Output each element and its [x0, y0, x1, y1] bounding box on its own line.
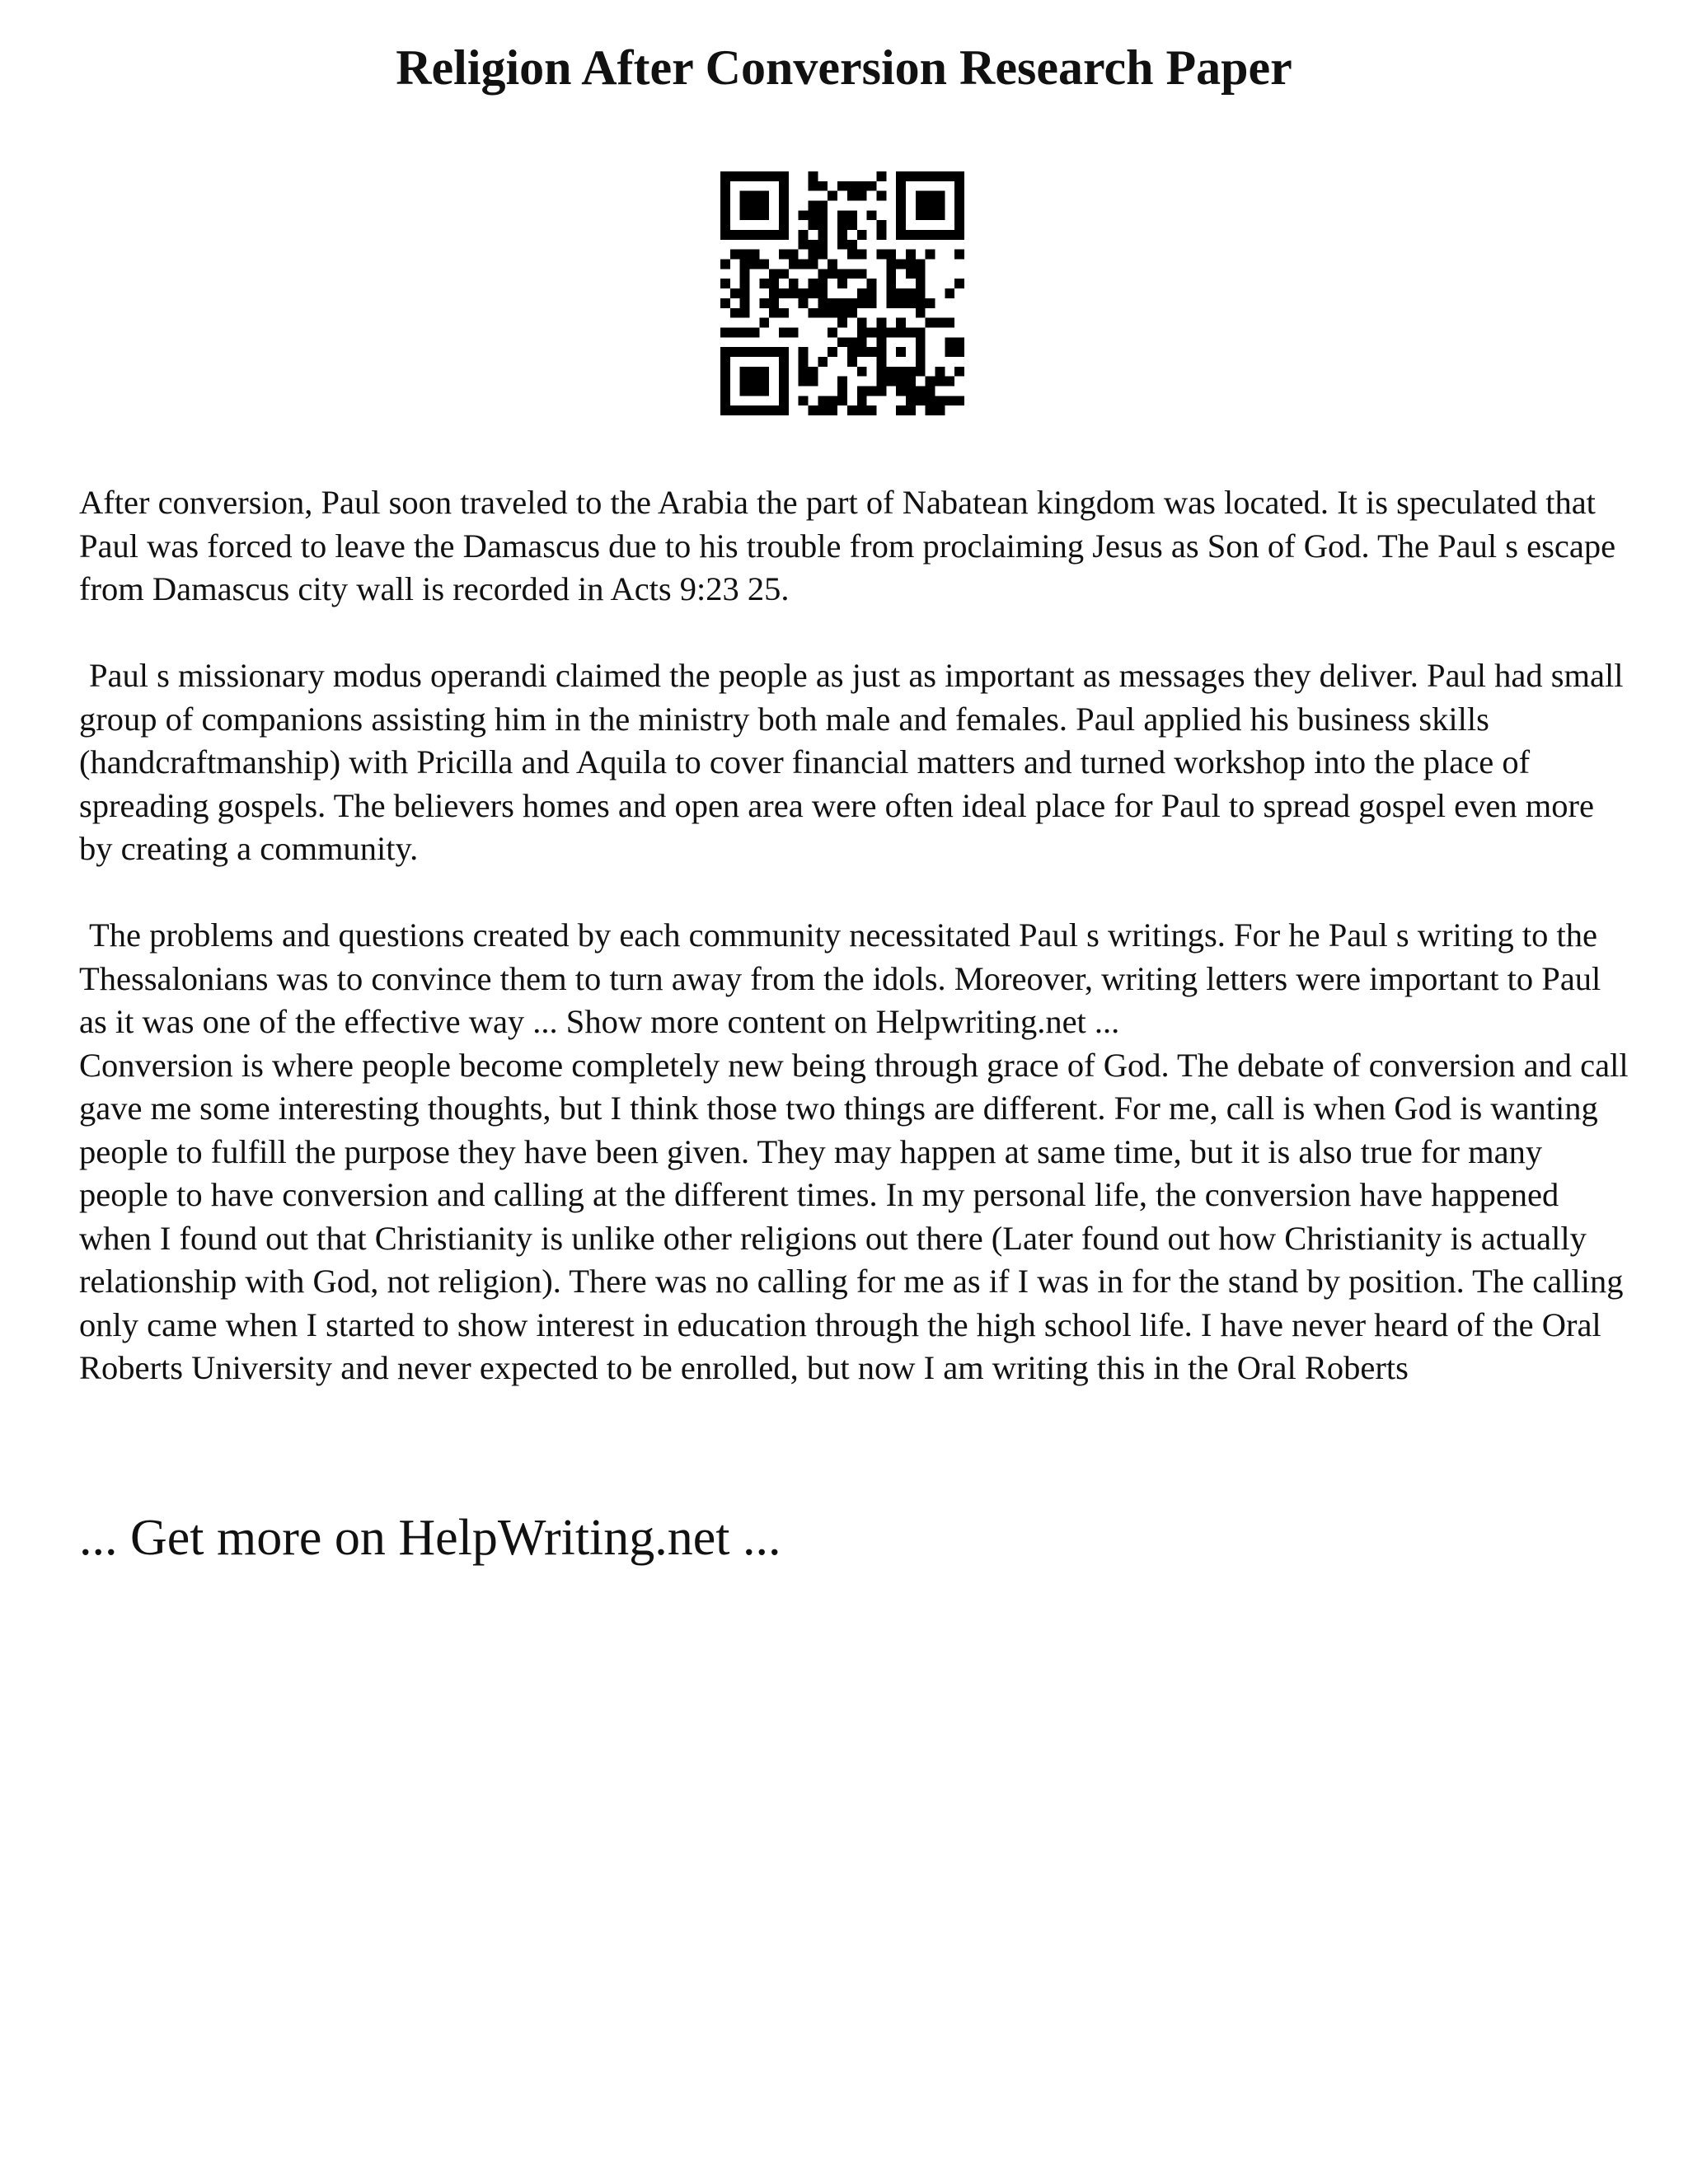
paragraph-1: After conversion, Paul soon traveled to the Arabia the part of Nabatean kingdom was located. It is speculated that Paul was forced to leave the Damascus due to his trouble from proclaiming Jesus as Son of God. The Paul s escape from Damascus city wall is recorded in Acts 9:23 25. [79, 484, 1616, 607]
paragraph-3 [79, 914, 1629, 1044]
paragraph-2-text: Paul s missionary modus operandi claimed the people as just as important as messages they deliver. Paul had small group of companions assisting him in the ministry both male and females. Paul applied his business skills (handcraftmanship) with Pricilla and Aquila to cover financial matters and turned workshop into the place of spreading gospels. The believers homes and open area were often ideal place for Paul to spread gospel even more by creating a community. [79, 657, 1624, 867]
get-more-link[interactable]: ... Get more on HelpWriting.net ... [79, 1510, 781, 1566]
qr-code-icon [720, 171, 964, 415]
paragraph-2 [79, 654, 1629, 871]
paragraph-3-text: The problems and questions created by each community necessitated Paul s writings. For he Paul s writing to the Thessalonians was to convince them to turn away from the idols. Moreover, writing letters were important to Paul as it was one of the effective way ... Show more content on Helpwriting.net ... [79, 916, 1601, 1040]
article-body [79, 481, 1629, 1390]
paragraph-4: Conversion is where people become completely new being through grace of God. The debate of conversion and call gave me some interesting thoughts, but I think those two things are different. For me, call is when God is wanting people to fulfill the purpose they have been given. They may happen at same time, but it is also true for many people to have conversion and calling at the different times. In my personal life, the conversion have happened when I found out that Christianity is unlike other religions out there (Later found out how Christianity is actually relationship with God, not religion). There was no calling for me as if I was in for the stand by position. The calling only came when I started to show interest in education through the high school life. I have never heard of the Oral Roberts University and never expected to be enrolled, but now I am writing this in the Oral Roberts [79, 1046, 1629, 1386]
page-title: Religion After Conversion Research Paper [396, 40, 1292, 95]
